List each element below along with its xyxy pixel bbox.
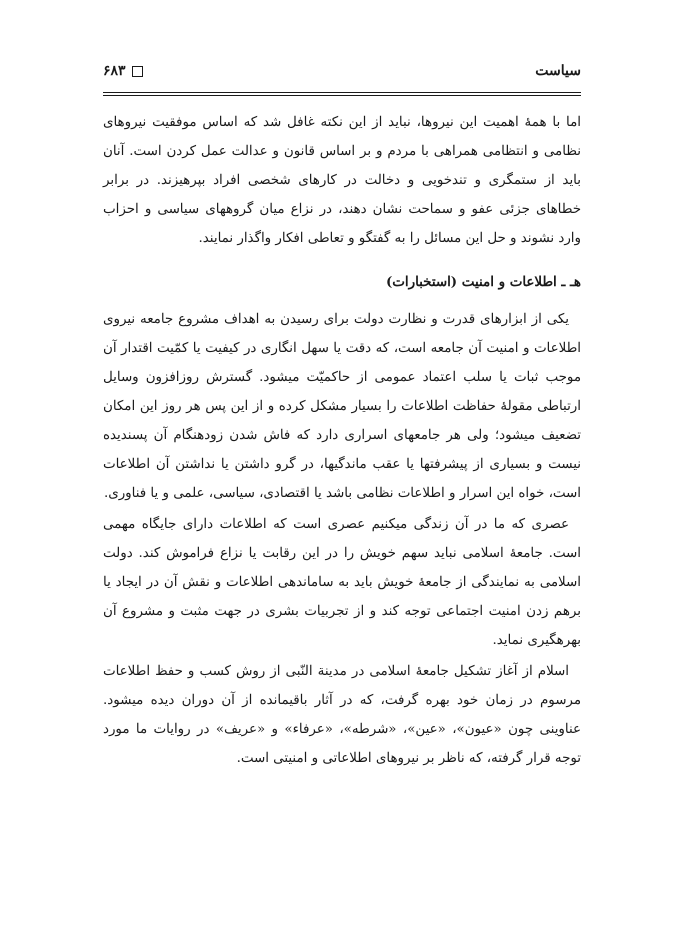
intro-paragraph: اما با همهٔ اهمیت این نیروها، نباید از این نکته غافل شد که اساس موفقیت نیروهای نظامی و انتظامی همراهی با مردم و بر اساس قانون و عدالت عمل کردن است. آنان باید از ستمگری و تندخویی و دخالت در کارهای شخصی افراد بپرهیزند. در برابر خطاهای جزئی عفو و سماحت نشان دهند، در نزاع میان گروههای سیاسی و احزاب وارد نشوند و حل این مسائل را به گفتگو و تعاطی افکار واگذار نمایند. [103, 115, 581, 246]
running-title: سیاست [535, 63, 581, 79]
section-heading: هـ ـ اطلاعات و امنیت (استخبارات) [385, 274, 581, 290]
document-page [103, 58, 581, 773]
body-paragraph: عصری که ما در آن زندگی میکنیم عصری است که اطلاعات دارای جایگاه مهمی است. جامعهٔ اسلامی نباید سهم خویش را در این رقابت یا نزاع فراموش کند. دولت اسلامی به نمایندگی از جامعهٔ خویش باید به ساماندهی اطلاعات و نقش آن در ایجاد یا برهم زدن امنیت اجتماعی توجه کند و از تجربیات بشری در جهت مثبت و مشروع آن بهرهگیری نماید. [103, 517, 581, 648]
square-box-icon [132, 66, 143, 77]
page-number-block [103, 63, 143, 79]
header-rule [103, 92, 581, 93]
header-rule-thin [103, 95, 581, 96]
running-header [103, 58, 581, 84]
page-number: ۶۸۳ [103, 63, 126, 79]
body-paragraph: یکی از ابزارهای قدرت و نظارت دولت برای رسیدن به اهداف مشروع جامعه نیروی اطلاعات و امنیت آن جامعه است، که دقت یا سهل انگاری در کیفیت یا کمّیت اقتدار آن موجب ثبات یا سلب اعتماد عمومی از حاکمیّت میشود. گسترش روزافزون وسایل ارتباطی مقولهٔ حفاظت اطلاعات را بسیار مشکل کرده و از این پس هر روز این امکان تضعیف میشود؛ ولی هر جامعهای اسراری دارد که فاش شدن زودهنگام آن پسندیده نیست و بسیاری از پیشرفتها یا عقب ماندگیها، در گرو داشتن یا نداشتن آن اطلاعات است، خواه این اسرار و اطلاعات نظامی باشد یا اقتصادی، سیاسی، علمی و یا فناوری. [103, 312, 581, 501]
body-paragraph: اسلام از آغاز تشکیل جامعهٔ اسلامی در مدینة النّبی از روش کسب و حفظ اطلاعات مرسوم در زمان خود بهره گرفت، که در آثار باقیمانده از آن دوران دیده میشود. عناوینی چون «عیون»، «عین»، «شرطه»، «عرفاء» و «عریف» در روایات ما مورد توجه قرار گرفته، که ناظر بر نیروهای اطلاعاتی و امنیتی است. [103, 664, 581, 766]
